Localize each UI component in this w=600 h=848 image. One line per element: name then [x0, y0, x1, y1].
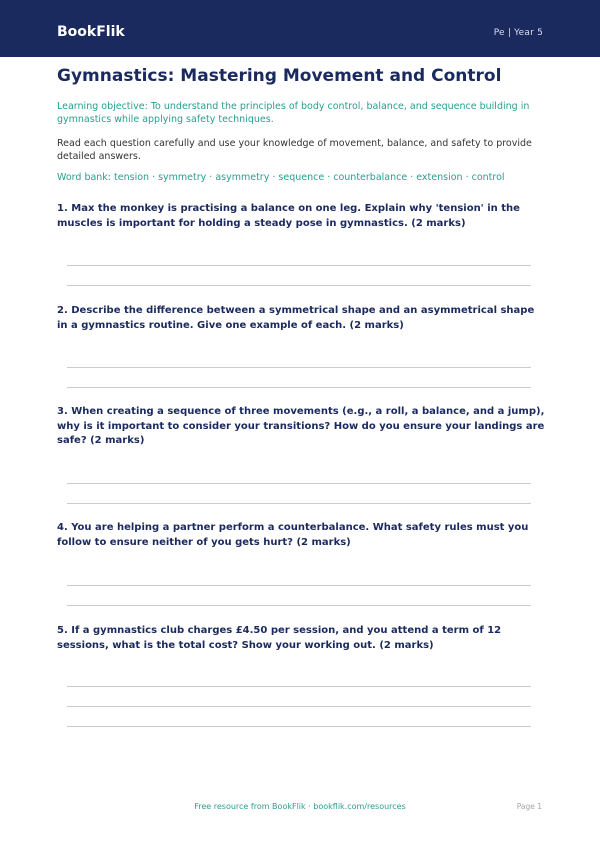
question-5: 5. If a gymnastics club charges £4.50 per session, and you attend a term of 12 sessions, what is the total cost? Show your working out. (2 marks)	[57, 625, 502, 651]
header-bar	[0, 0, 600, 57]
question-2: 2. Describe the difference between a symmetrical shape and an asymmetrical shape in a gymnastics routine. Give one example of each. (2 marks)	[57, 305, 535, 331]
answer-line[interactable]	[67, 605, 531, 606]
answer-line[interactable]	[67, 265, 531, 266]
answer-line[interactable]	[67, 726, 531, 727]
footer-credit: Free resource from BookFlik · bookflik.com/resources	[194, 802, 406, 811]
answer-line[interactable]	[67, 387, 531, 388]
question-3: 3. When creating a sequence of three movements (e.g., a roll, a balance, and a jump), why is it important to consider your transitions? How do you ensure your landings are safe? (2 marks)	[57, 406, 545, 446]
page-number: Page 1	[516, 802, 542, 811]
brand-name: BookFlik	[57, 24, 125, 40]
answer-line[interactable]	[67, 503, 531, 504]
answer-line[interactable]	[67, 585, 531, 586]
question-4: 4. You are helping a partner perform a counterbalance. What safety rules must you follow to ensure neither of you gets hurt? (2 marks)	[57, 522, 529, 548]
page-title: Gymnastics: Mastering Movement and Control	[57, 66, 502, 86]
word-bank: Word bank: tension · symmetry · asymmetry · sequence · counterbalance · extension · control	[57, 172, 505, 183]
answer-line[interactable]	[67, 706, 531, 707]
subject-year-label: Pe | Year 5	[493, 28, 543, 38]
answer-line[interactable]	[67, 367, 531, 368]
answer-line[interactable]	[67, 285, 531, 286]
answer-line[interactable]	[67, 483, 531, 484]
instructions: Read each question carefully and use your knowledge of movement, balance, and safety to provide detailed answers.	[57, 138, 532, 162]
answer-line[interactable]	[67, 686, 531, 687]
learning-objective: Learning objective: To understand the principles of body control, balance, and sequence building in gymnastics while applying safety techniques.	[57, 101, 530, 125]
question-1: 1. Max the monkey is practising a balance on one leg. Explain why 'tension' in the muscles is important for holding a steady pose in gymnastics. (2 marks)	[57, 203, 520, 229]
